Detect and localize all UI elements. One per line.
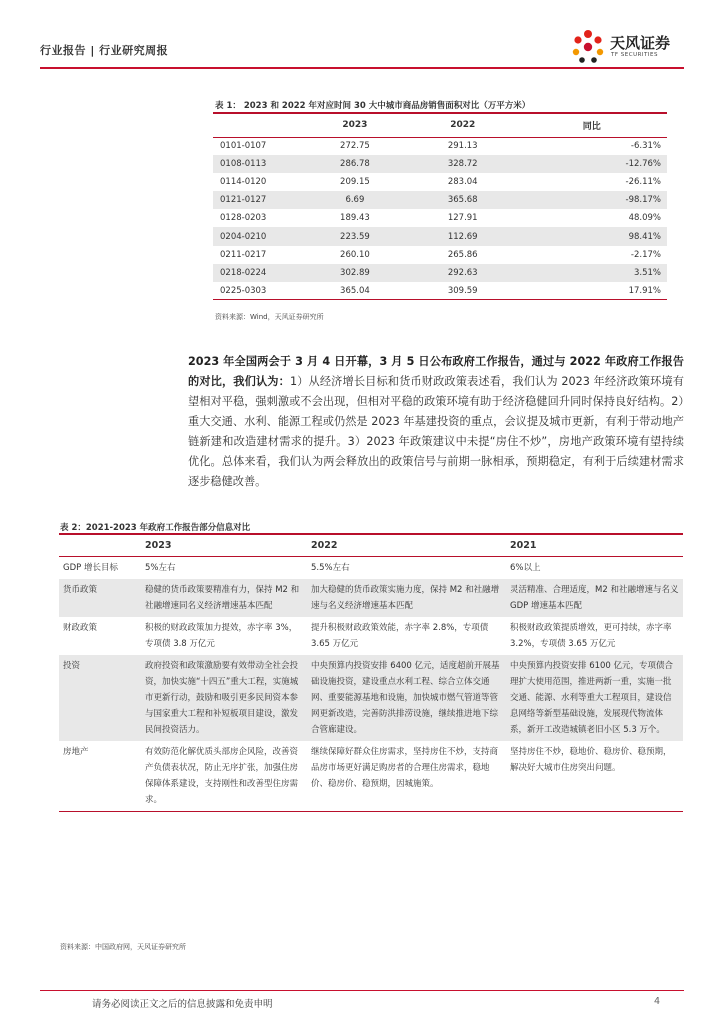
table1-header-cell: 2022 (409, 113, 517, 137)
table-cell: 0101-0107 (220, 141, 267, 152)
table-cell: 房地产 (59, 741, 141, 812)
table-cell: 0114-0120 (220, 177, 267, 188)
table-cell: 365.68 (409, 191, 517, 209)
table-row (59, 617, 683, 655)
table-cell: 272.75 (340, 141, 370, 152)
table2-header-cell: 2022 (307, 534, 506, 556)
table2-title: 表 2：2021-2023 年政府工作报告部分信息对比 (60, 523, 251, 533)
paragraph-body: 1）从经济增长目标和货币财政政策表述看，我们认为 2023 年经济政策环境有望相对平稳，强刺激或不会出现，但相对平稳的政策环境有助于经济稳健回升同时保持良好结构。2）重大交通、水利、能源工程或仍然是 2023 年基建投资的重点，会议提及城市更新，有利于带动地产链新建和改造建材需求的提升。3）2023 年政策建议中未提“房住不炒”，房地产政策环境有望持续优化。总体来看，我们认为两会释放出的政策信号与前期一脉相承，预期稳定，有利于后续建材需求逐步稳健改善。 (188, 375, 684, 488)
logo-flower-icon (570, 28, 606, 64)
footer-divider (40, 990, 684, 991)
table-cell: 127.91 (447, 213, 478, 224)
table-cell: -26.11% (625, 177, 661, 188)
table2-header-cell: 2021 (506, 534, 683, 556)
table-cell: 209.15 (340, 177, 370, 188)
table-cell: 6.69 (301, 191, 409, 209)
table-cell: 291.13 (447, 141, 478, 152)
table-cell: 3.51% (517, 264, 667, 282)
table1-source: 资料来源：Wind，天风证券研究所 (215, 313, 324, 321)
table-cell: 283.04 (447, 177, 478, 188)
table-cell: 292.63 (409, 264, 517, 282)
table-cell: 6%以上 (510, 562, 541, 573)
table-cell: GDP 增长目标 (63, 562, 118, 573)
table-cell: 坚持房住不炒，稳地价、稳房价、稳预期，解决好大城市住房突出问题。 (506, 741, 683, 812)
table2-header-cell: 2023 (141, 534, 307, 556)
table-cell: 灵活精准、合理适度，M2 和社融增速与名义 GDP 增速基本匹配 (506, 579, 683, 617)
table-cell: 0211-0217 (220, 249, 267, 260)
table-cell: 投资 (59, 655, 141, 741)
table-row (213, 246, 667, 264)
table-cell: 提升积极财政政策效能，赤字率 2.8%，专项债 3.65 万亿元 (311, 622, 489, 649)
table-row (213, 191, 667, 209)
table-cell: 有效防范化解优质头部房企风险，改善资产负债表状况，防止无序扩张，加强住房保障体系建设，支持刚性和改善型住房需求。 (141, 741, 307, 812)
table-cell: 309.59 (409, 282, 517, 300)
table-cell: 货币政策 (59, 579, 141, 617)
table-cell: 中央预算内投资安排 6400 亿元，适度超前开展基础设施投资，建设重点水利工程、综合立体交通网、重要能源基地和设施，加快城市燃气管道等管网更新改造，完善防洪排涝设施，继续推进地下综合管廊建设。 (307, 655, 506, 741)
table2-source: 资料来源：中国政府网，天风证券研究所 (60, 943, 186, 951)
policy-comparison-table (59, 533, 683, 812)
table-row (213, 282, 667, 300)
table-cell: 积极的财政政策加力提效，赤字率 3%，专项债 3.8 万亿元 (145, 622, 298, 649)
table-cell: 365.04 (301, 282, 409, 300)
table-cell: -2.17% (630, 249, 661, 260)
logo-text-cn: 天风证券 (610, 34, 671, 52)
table-cell: 0128-0203 (220, 213, 267, 224)
table-row (213, 155, 667, 173)
logo-text-en: TF SECURITIES (611, 52, 658, 58)
table-cell: 48.09% (628, 213, 661, 224)
table-cell: 328.72 (409, 155, 517, 173)
table-row (59, 556, 683, 579)
table-cell: 0225-0303 (213, 282, 301, 300)
table-cell: 财政政策 (63, 622, 98, 633)
table-cell: 0204-0210 (213, 227, 301, 245)
table-cell: 189.43 (340, 213, 370, 224)
table1-header-cell (213, 113, 301, 137)
table-row (59, 655, 683, 741)
table-cell: 223.59 (301, 227, 409, 245)
table-cell: 中央预算内投资安排 6100 亿元，专项债合理扩大使用范围，推进两新一重，实施一批交通、能源、水利等重大工程项目，建设信息网络等新型基础设施，发展现代物流体系，新开工改造城镇老旧小区 5.3 万个。 (506, 655, 683, 741)
table-row (213, 264, 667, 282)
table-cell: 17.91% (517, 282, 667, 300)
report-breadcrumb: 行业报告 | 行业研究周报 (40, 44, 169, 57)
table-cell: 5%左右 (145, 562, 176, 573)
table-cell: 265.86 (447, 249, 478, 260)
table-cell: 政府投资和政策激励要有效带动全社会投资，加快实施“十四五”重大工程，实施城市更新行动，鼓励和吸引更多民间资本参与国家重大工程和补短板项目建设，激发民间投资活力。 (141, 655, 307, 741)
header-divider (40, 67, 684, 69)
table-row (213, 227, 667, 245)
footer-disclaimer: 请务必阅读正文之后的信息披露和免责申明 (92, 999, 273, 1010)
table-cell: -12.76% (517, 155, 667, 173)
table-cell: 98.41% (517, 227, 667, 245)
paragraph-lead: 2023 年全国两会于 3 月 4 日开幕，3 月 5 日公布政府工作报告，通过与 2022 年政府工作报告的对比，我们认为： (188, 355, 684, 388)
table-cell: 稳健的货币政策要精准有力，保持 M2 和社融增速同名义经济增速基本匹配 (141, 579, 307, 617)
table-cell: 积极财政政策提质增效，更可持续，赤字率 3.2%，专项债 3.65 万亿元 (510, 622, 672, 649)
body-paragraph (188, 352, 684, 492)
table-cell: -98.17% (517, 191, 667, 209)
table-row (59, 741, 683, 812)
table-cell: 0108-0113 (213, 155, 301, 173)
table-row (213, 173, 667, 191)
table-cell: 继续保障好群众住房需求，坚持房住不炒，支持商品房市场更好满足购房者的合理住房需求，稳地价、稳房价、稳预期，因城施策。 (307, 741, 506, 812)
table-cell: 5.5%左右 (311, 562, 350, 573)
table1-title: 表 1： 2023 和 2022 年对应时间 30 大中城市商品房销售面积对比（万平方米） (215, 101, 531, 111)
table2-header-cell (59, 534, 141, 556)
table-cell: 0121-0127 (213, 191, 301, 209)
sales-area-table (213, 112, 667, 300)
table-cell: 112.69 (409, 227, 517, 245)
table-cell: 0218-0224 (213, 264, 301, 282)
table2-header-row (59, 534, 683, 556)
table1-header-cell: 2023 (301, 113, 409, 137)
table1-header-row (213, 113, 667, 137)
table-cell: 260.10 (340, 249, 370, 260)
table-cell: 302.89 (301, 264, 409, 282)
table-cell: 加大稳健的货币政策实施力度，保持 M2 和社融增速与名义经济增速基本匹配 (307, 579, 506, 617)
page-number: 4 (654, 996, 661, 1007)
table-row (213, 209, 667, 227)
table1-header-cell: 同比 (517, 113, 667, 137)
company-logo (570, 28, 694, 64)
table-row (213, 137, 667, 155)
table-cell: -6.31% (630, 141, 661, 152)
table-cell: 286.78 (301, 155, 409, 173)
table-row (59, 579, 683, 617)
